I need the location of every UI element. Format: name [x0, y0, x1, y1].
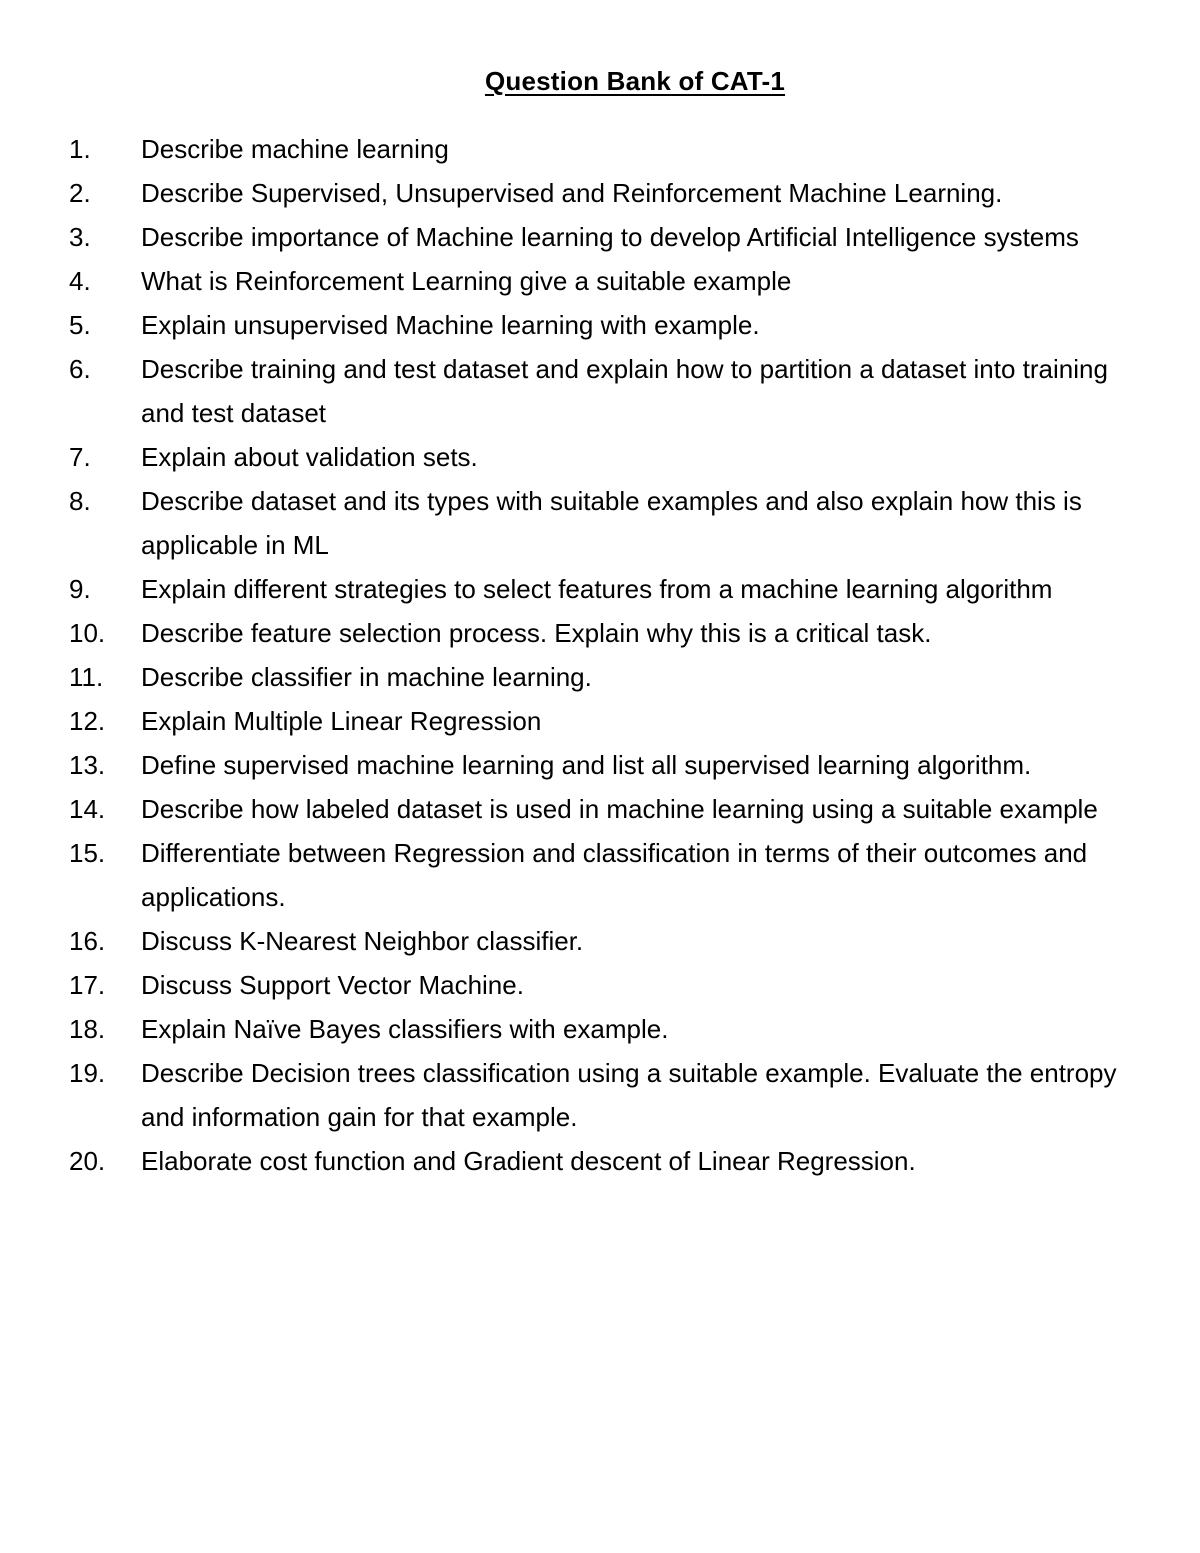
question-text: Explain unsupervised Machine learning with example. [141, 310, 760, 340]
list-item [69, 787, 1141, 831]
question-text: Describe Supervised, Unsupervised and Reinforcement Machine Learning. [141, 178, 1003, 208]
question-text: Discuss K-Nearest Neighbor classifier. [141, 926, 584, 956]
list-item [69, 1007, 1141, 1051]
list-item [69, 831, 1141, 919]
list-item [69, 215, 1141, 259]
list-item [69, 1139, 1141, 1183]
question-text: Describe how labeled dataset is used in machine learning using a suitable example [141, 794, 1098, 824]
question-number: 16. [69, 926, 106, 956]
question-number: 2. [69, 178, 91, 208]
list-item [69, 963, 1141, 1007]
question-text: Describe feature selection process. Explain why this is a critical task. [141, 618, 932, 648]
question-text: Describe importance of Machine learning to develop Artificial Intelligence systems [141, 222, 1079, 252]
question-number: 10. [69, 618, 106, 648]
question-number: 11. [69, 662, 104, 692]
list-item [69, 303, 1141, 347]
question-text: What is Reinforcement Learning give a suitable example [141, 266, 792, 296]
list-item [69, 699, 1141, 743]
question-text: Define supervised machine learning and list all supervised learning algorithm. [141, 750, 1032, 780]
question-text: Describe dataset and its types with suitable examples and also explain how this is applicable in ML [141, 486, 1082, 560]
list-item [69, 655, 1141, 699]
question-number: 8. [69, 486, 91, 516]
list-item [69, 347, 1141, 435]
question-text: Differentiate between Regression and classification in terms of their outcomes and applications. [141, 838, 1088, 912]
list-item [69, 171, 1141, 215]
question-text: Explain Naïve Bayes classifiers with example. [141, 1014, 669, 1044]
list-item [69, 127, 1141, 171]
question-text: Explain different strategies to select features from a machine learning algorithm [141, 574, 1053, 604]
question-number: 6. [69, 354, 91, 384]
question-text: Describe training and test dataset and explain how to partition a dataset into training and test dataset [141, 354, 1108, 428]
question-number: 18. [69, 1014, 106, 1044]
list-item [69, 611, 1141, 655]
question-number: 20. [69, 1146, 106, 1176]
list-item [69, 479, 1141, 567]
question-number: 4. [69, 266, 91, 296]
question-number: 9. [69, 574, 91, 604]
question-number: 7. [69, 442, 91, 472]
page-title: Question Bank of CAT-1 [484, 66, 786, 96]
question-text: Elaborate cost function and Gradient descent of Linear Regression. [141, 1146, 916, 1176]
question-text: Describe Decision trees classification using a suitable example. Evaluate the entropy and information gain for that example. [141, 1058, 1117, 1132]
list-item [69, 1051, 1141, 1139]
question-number: 19. [69, 1058, 106, 1088]
question-text: Describe machine learning [141, 134, 449, 164]
list-item [69, 259, 1141, 303]
list-item [69, 743, 1141, 787]
question-number: 14. [69, 794, 106, 824]
question-list [69, 127, 1141, 1183]
question-number: 1. [69, 134, 91, 164]
list-item [69, 919, 1141, 963]
question-text: Explain about validation sets. [141, 442, 478, 472]
list-item [69, 435, 1141, 479]
list-item [69, 567, 1141, 611]
question-number: 15. [69, 838, 106, 868]
question-text: Explain Multiple Linear Regression [141, 706, 542, 736]
question-number: 5. [69, 310, 91, 340]
question-number: 3. [69, 222, 91, 252]
question-text: Discuss Support Vector Machine. [141, 970, 524, 1000]
question-number: 13. [69, 750, 106, 780]
question-text: Describe classifier in machine learning. [141, 662, 592, 692]
question-number: 12. [69, 706, 106, 736]
question-number: 17. [69, 970, 106, 1000]
